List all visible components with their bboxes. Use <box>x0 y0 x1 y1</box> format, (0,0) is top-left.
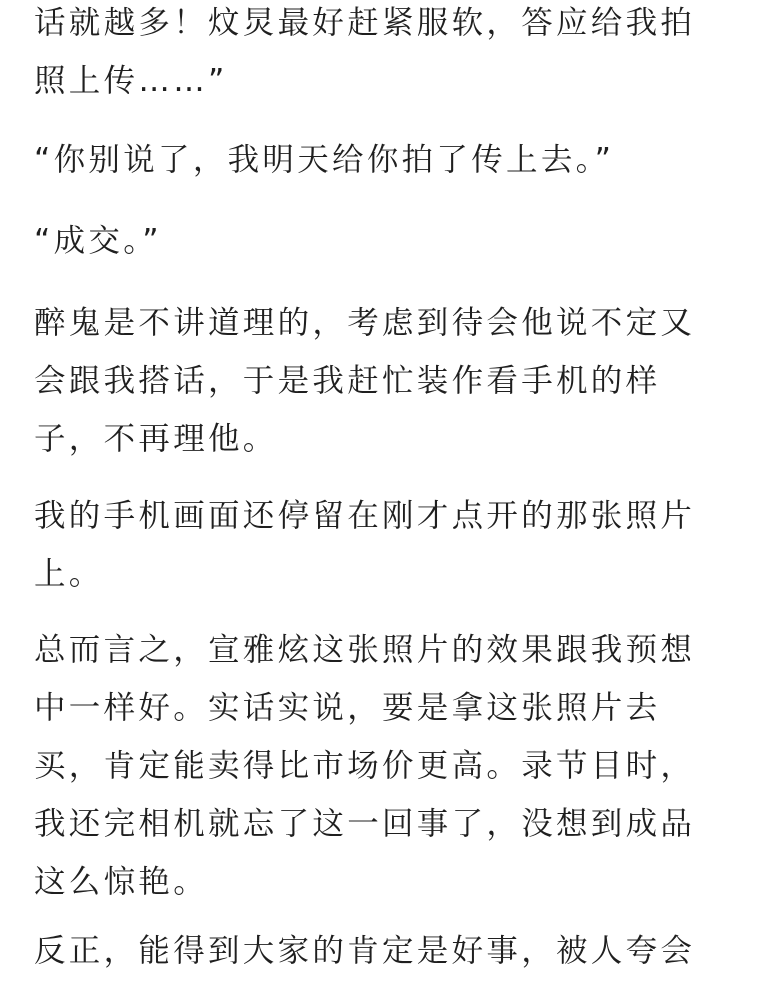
text-line: 照上传……” <box>34 63 228 99</box>
paragraph <box>34 131 734 189</box>
text-line: 这么惊艳。 <box>34 864 209 900</box>
text-line: 话就越多！炆炅最好赶紧服软，答应给我拍 <box>34 5 696 41</box>
text-line: 中一样好。实话实说，要是拿这张照片去 <box>34 690 661 726</box>
text-line: 我还完相机就忘了这一回事了，没想到成品 <box>34 806 696 842</box>
text-line: 反正，能得到大家的肯定是好事，被人夸会 <box>34 933 696 969</box>
text-line: 子，不再理他。 <box>34 421 278 457</box>
text-line: 我的手机画面还停留在刚才点开的那张照片 <box>34 498 696 534</box>
paragraph <box>34 487 734 603</box>
text-line: “成交。” <box>34 223 162 259</box>
paragraph <box>34 212 734 270</box>
text-line: 醉鬼是不讲道理的，考虑到待会他说不定又 <box>34 305 696 341</box>
text-line: 上。 <box>34 556 104 592</box>
text-line: “你别说了，我明天给你拍了传上去。” <box>34 142 615 178</box>
text-line: 会跟我搭话，于是我赶忙装作看手机的样 <box>34 363 661 399</box>
paragraph <box>34 0 734 110</box>
paragraph <box>34 294 734 468</box>
text-line: 总而言之，宣雅炫这张照片的效果跟我预想 <box>34 632 696 668</box>
paragraph <box>34 922 734 980</box>
text-line: 买，肯定能卖得比市场价更高。录节目时， <box>34 748 696 784</box>
paragraph <box>34 621 734 911</box>
